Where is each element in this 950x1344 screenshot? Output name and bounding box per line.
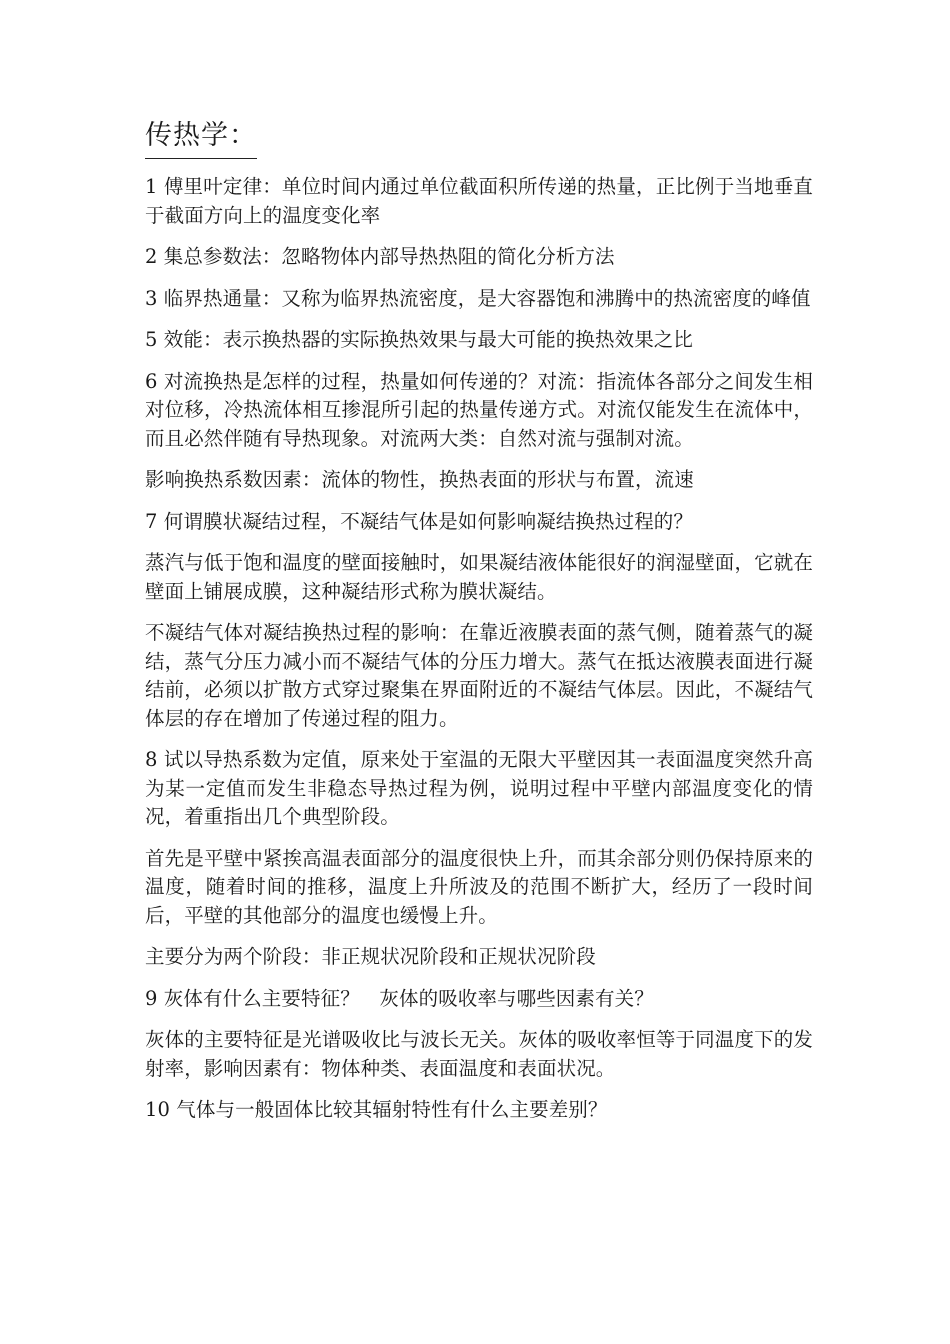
paragraph-question-transient-conduction: 8 试以导热系数为定值，原来处于室温的无限大平壁因其一表面温度突然升高为某一定值而发生非稳态导热过程为例，说明过程中平壁内部温度变化的情况，着重指出几个典型阶段。 — [145, 748, 813, 828]
paragraph-critical-heat-flux: 3 临界热通量：又称为临界热流密度，是大容器饱和沸腾中的热流密度的峰值 — [145, 286, 811, 310]
paragraph-noncondensable-gas: 不凝结气体对凝结换热过程的影响：在靠近液膜表面的蒸气侧，随着蒸气的凝结，蒸气分压力减小而不凝结气体的分压力增大。蒸气在抵达液膜表面进行凝结前，必须以扩散方式穿过聚集在界面附近的不凝结气体层。因此，不凝结气体层的存在增加了传递过程的阻力。 — [145, 621, 813, 730]
paragraph-transient-conduction: 首先是平壁中紧挨高温表面部分的温度很快上升，而其余部分则仍保持原来的温度，随着时间的推移，温度上升所波及的范围不断扩大，经历了一段时间后，平壁的其他部分的温度也缓慢上升。 — [145, 846, 813, 927]
paragraph-convection: 6 对流换热是怎样的过程，热量如何传递的？对流：指流体各部分之间发生相对位移，冷热流体相互掺混所引起的热量传递方式。对流仅能发生在流体中，而且必然伴随有导热现象。对流两大类：自然对流与强制对流。 — [145, 369, 813, 450]
paragraph-question-film-condensation: 7 何谓膜状凝结过程，不凝结气体是如何影响凝结换热过程的？ — [145, 509, 694, 533]
document-title: 传热学： — [145, 118, 257, 159]
paragraph-fourier-law: 1 傅里叶定律：单位时间内通过单位截面积所传递的热量，正比例于当地垂直于截面方向上的温度变化率 — [145, 175, 813, 227]
paragraph-question-gas-radiation: 10 气体与一般固体比较其辐射特性有什么主要差别？ — [145, 1098, 608, 1121]
paragraph-lumped-parameter: 2 集总参数法：忽略物体内部导热热阻的简化分析方法 — [145, 245, 615, 268]
paragraph-two-stages: 主要分为两个阶段：非正规状况阶段和正规状况阶段 — [145, 945, 596, 968]
document-page — [145, 118, 813, 1138]
paragraph-effectiveness: 5 效能：表示换热器的实际换热效果与最大可能的换热效果之比 — [145, 328, 694, 351]
paragraph-heat-transfer-factors: 影响换热系数因素：流体的物性，换热表面的形状与布置，流速 — [145, 468, 694, 491]
paragraph-question-gray-body: 9 灰体有什么主要特征？ 灰体的吸收率与哪些因素有关？ — [145, 986, 654, 1010]
paragraph-gray-body: 灰体的主要特征是光谱吸收比与波长无关。灰体的吸收率恒等于同温度下的发射率，影响因素有：物体种类、表面温度和表面状况。 — [145, 1028, 813, 1080]
document-body — [145, 173, 813, 1125]
paragraph-film-condensation: 蒸汽与低于饱和温度的壁面接触时，如果凝结液体能很好的润湿壁面，它就在壁面上铺展成膜，这种凝结形式称为膜状凝结。 — [145, 551, 813, 603]
